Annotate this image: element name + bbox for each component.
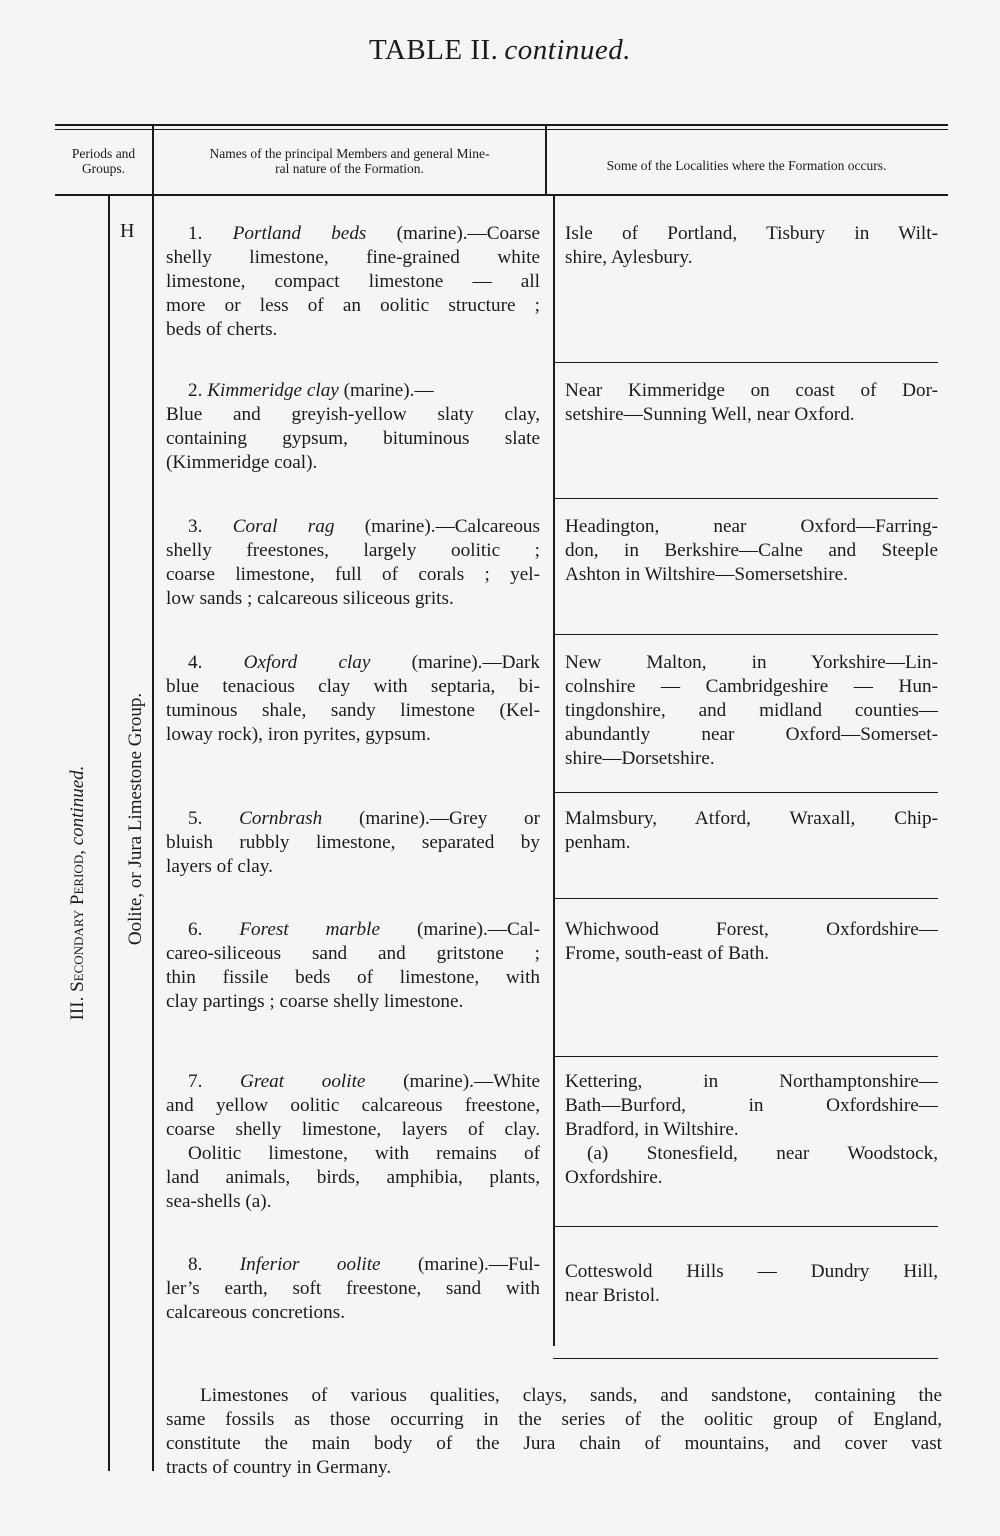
- member-entry-3: [166, 515, 540, 611]
- member-line: (marine).—Coarse: [396, 223, 540, 244]
- locality-line: Oxfordshire.: [565, 1167, 663, 1188]
- footnote: [166, 1384, 942, 1480]
- header-periods-line-2: Groups.: [81, 161, 126, 176]
- member-line: loway rock), iron pyrites, gypsum.: [166, 724, 431, 745]
- row-rule: [553, 498, 938, 499]
- member-line: shelly limestone, fine-grained white: [166, 247, 540, 268]
- locality-line: colnshire — Cambridgeshire — Hun-: [565, 676, 938, 697]
- member-line: (marine).—Grey or: [358, 808, 540, 829]
- locality-line: Headington, near Oxford—Farring-: [565, 516, 938, 537]
- row-rule: [553, 898, 938, 899]
- member-line: blue tenacious clay with septaria, bi-: [166, 676, 540, 697]
- member-name: Inferior oolite: [239, 1254, 381, 1275]
- member-line: shelly freestones, largely oolitic ;: [166, 540, 540, 561]
- locality-line: setshire—Sunning Well, near Oxford.: [565, 404, 855, 425]
- member-localities-2: [565, 379, 938, 427]
- locality-line: (a) Stonesfield, near Woodstock,: [587, 1143, 938, 1164]
- member-line: (marine).—Ful-: [418, 1254, 541, 1275]
- member-line: low sands ; calcareous siliceous grits.: [166, 588, 454, 609]
- member-line: layers of clay.: [166, 856, 273, 877]
- footnote-line: same fossils as those occurring in the series of the oolitic group of England,: [166, 1409, 942, 1430]
- member-number: 1.: [188, 223, 203, 244]
- row-rule: [553, 1226, 938, 1227]
- row-rule: [553, 1358, 938, 1359]
- member-line: calcareous concretions.: [166, 1302, 345, 1323]
- column-divider-group: [108, 196, 110, 1471]
- locality-line: Bath—Burford, in Oxfordshire—: [565, 1095, 938, 1116]
- header-names: [156, 146, 543, 176]
- member-localities-1: [565, 222, 938, 270]
- member-line: thin fissile beds of limestone, with: [166, 967, 540, 988]
- member-entry-5: [166, 807, 540, 879]
- locality-line: New Malton, in Yorkshire—Lin-: [565, 652, 938, 673]
- locality-line: Near Kimmeridge on coast of Dor-: [565, 380, 938, 401]
- header-periods-line-1: Periods and: [71, 146, 136, 161]
- member-number: 6.: [188, 919, 203, 940]
- period-continued: continued.: [67, 765, 88, 846]
- member-line: limestone, compact limestone — all: [166, 271, 540, 292]
- locality-line: don, in Berkshire—Calne and Steeple: [565, 540, 938, 561]
- member-line: ler’s earth, soft freestone, sand with: [166, 1278, 540, 1299]
- footnote-line: constitute the main body of the Jura chain of mountains, and cover vast: [166, 1433, 942, 1454]
- member-line: beds of cherts.: [166, 319, 278, 340]
- member-name: Cornbrash: [239, 808, 323, 829]
- footnote-line: Limestones of various qualities, clays, sands, and sandstone, containing the: [200, 1385, 942, 1406]
- row-rule: [553, 1056, 938, 1057]
- row-rule: [553, 362, 938, 363]
- member-line: coarse limestone, full of corals ; yel-: [166, 564, 540, 585]
- header-names-line-1: Names of the principal Members and general Mine-: [209, 146, 490, 161]
- period-numeral: III.: [67, 996, 88, 1021]
- member-line: sea-shells (a).: [166, 1191, 272, 1212]
- table-title: [0, 34, 1000, 67]
- member-localities-6: [565, 918, 938, 966]
- locality-line: Ashton in Wiltshire—Somersetshire.: [565, 564, 848, 585]
- member-line: coarse shelly limestone, layers of clay.: [166, 1119, 540, 1140]
- member-number: 2.: [188, 380, 203, 401]
- member-name: Great oolite: [240, 1071, 366, 1092]
- member-line: containing gypsum, bituminous slate: [166, 428, 540, 449]
- locality-line: abundantly near Oxford—Somerset-: [565, 724, 938, 745]
- member-entry-8: [166, 1253, 540, 1325]
- member-line: tuminous shale, sandy limestone (Kel-: [166, 700, 540, 721]
- locality-line: penham.: [565, 832, 631, 853]
- locality-line: Kettering, in Northamptonshire—: [565, 1071, 938, 1092]
- header-periods: [55, 146, 152, 176]
- member-name: Portland beds: [232, 223, 367, 244]
- period-label: [67, 673, 93, 1113]
- member-line: Blue and greyish-yellow slaty clay,: [166, 404, 540, 425]
- title-main: TABLE II.: [368, 34, 499, 66]
- locality-line: Cotteswold Hills — Dundry Hill,: [565, 1261, 938, 1282]
- member-name: Forest marble: [239, 919, 380, 940]
- member-entry-4: [166, 651, 540, 747]
- member-line: (marine).—Dark: [411, 652, 541, 673]
- member-number: 4.: [188, 652, 203, 673]
- top-rule: [55, 124, 948, 126]
- member-name: Oxford clay: [243, 652, 371, 673]
- locality-line: tingdonshire, and midland counties—: [565, 700, 938, 721]
- header-names-line-2: ral nature of the Formation.: [275, 161, 424, 176]
- header-localities: Some of the Localities where the Formation occurs.: [606, 158, 887, 173]
- member-localities-5: [565, 807, 938, 855]
- column-divider-2b: [553, 196, 555, 1346]
- locality-line: Whichwood Forest, Oxfordshire—: [565, 919, 938, 940]
- member-line: Oolitic limestone, with remains of: [188, 1143, 540, 1164]
- header-bottom-rule: [55, 194, 948, 196]
- group-label: Oolite, or Jura Limestone Group.: [125, 692, 146, 946]
- member-line: careo-siliceous sand and gritstone ;: [166, 943, 540, 964]
- member-line: more or less of an oolitic structure ;: [166, 295, 540, 316]
- member-localities-7: [565, 1070, 938, 1190]
- member-line: (marine).—Calcareous: [364, 516, 540, 537]
- member-entry-2: [166, 379, 540, 475]
- member-number: 7.: [188, 1071, 203, 1092]
- row-rule: [553, 792, 938, 793]
- member-localities-3: [565, 515, 938, 587]
- member-entry-1: [166, 222, 540, 342]
- member-number: 3.: [188, 516, 203, 537]
- period-name: Secondary Period,: [67, 850, 88, 992]
- locality-line: Frome, south-east of Bath.: [565, 943, 770, 964]
- member-number: 8.: [188, 1254, 203, 1275]
- member-line: (marine).—: [343, 380, 434, 401]
- locality-line: near Bristol.: [565, 1285, 660, 1306]
- member-name: Kimmeridge clay: [207, 380, 339, 401]
- locality-line: shire—Dorsetshire.: [565, 748, 715, 769]
- member-line: (marine).—Cal-: [416, 919, 541, 940]
- member-localities-4: [565, 651, 938, 771]
- column-divider-2: [545, 126, 547, 196]
- member-line: (marine).—White: [403, 1071, 541, 1092]
- marker-h: H: [120, 220, 135, 242]
- footnote-line: tracts of country in Germany.: [166, 1457, 392, 1478]
- member-line: (Kimmeridge coal).: [166, 452, 318, 473]
- locality-line: Malmsbury, Atford, Wraxall, Chip-: [565, 808, 938, 829]
- top-rule-thin: [55, 129, 948, 130]
- member-line: bluish rubbly limestone, separated by: [166, 832, 540, 853]
- member-line: and yellow oolitic calcareous freestone,: [166, 1095, 540, 1116]
- title-sub: continued.: [504, 34, 632, 66]
- member-line: land animals, birds, amphibia, plants,: [166, 1167, 540, 1188]
- member-number: 5.: [188, 808, 203, 829]
- locality-line: Bradford, in Wiltshire.: [565, 1119, 739, 1140]
- locality-line: shire, Aylesbury.: [565, 247, 693, 268]
- row-rule: [553, 634, 938, 635]
- member-entry-7: [166, 1070, 540, 1214]
- locality-line: Isle of Portland, Tisbury in Wilt-: [565, 223, 938, 244]
- member-name: Coral rag: [232, 516, 335, 537]
- column-divider-1: [152, 126, 154, 1471]
- member-localities-8: [565, 1260, 938, 1308]
- member-line: clay partings ; coarse shelly limestone.: [166, 991, 464, 1012]
- member-entry-6: [166, 918, 540, 1014]
